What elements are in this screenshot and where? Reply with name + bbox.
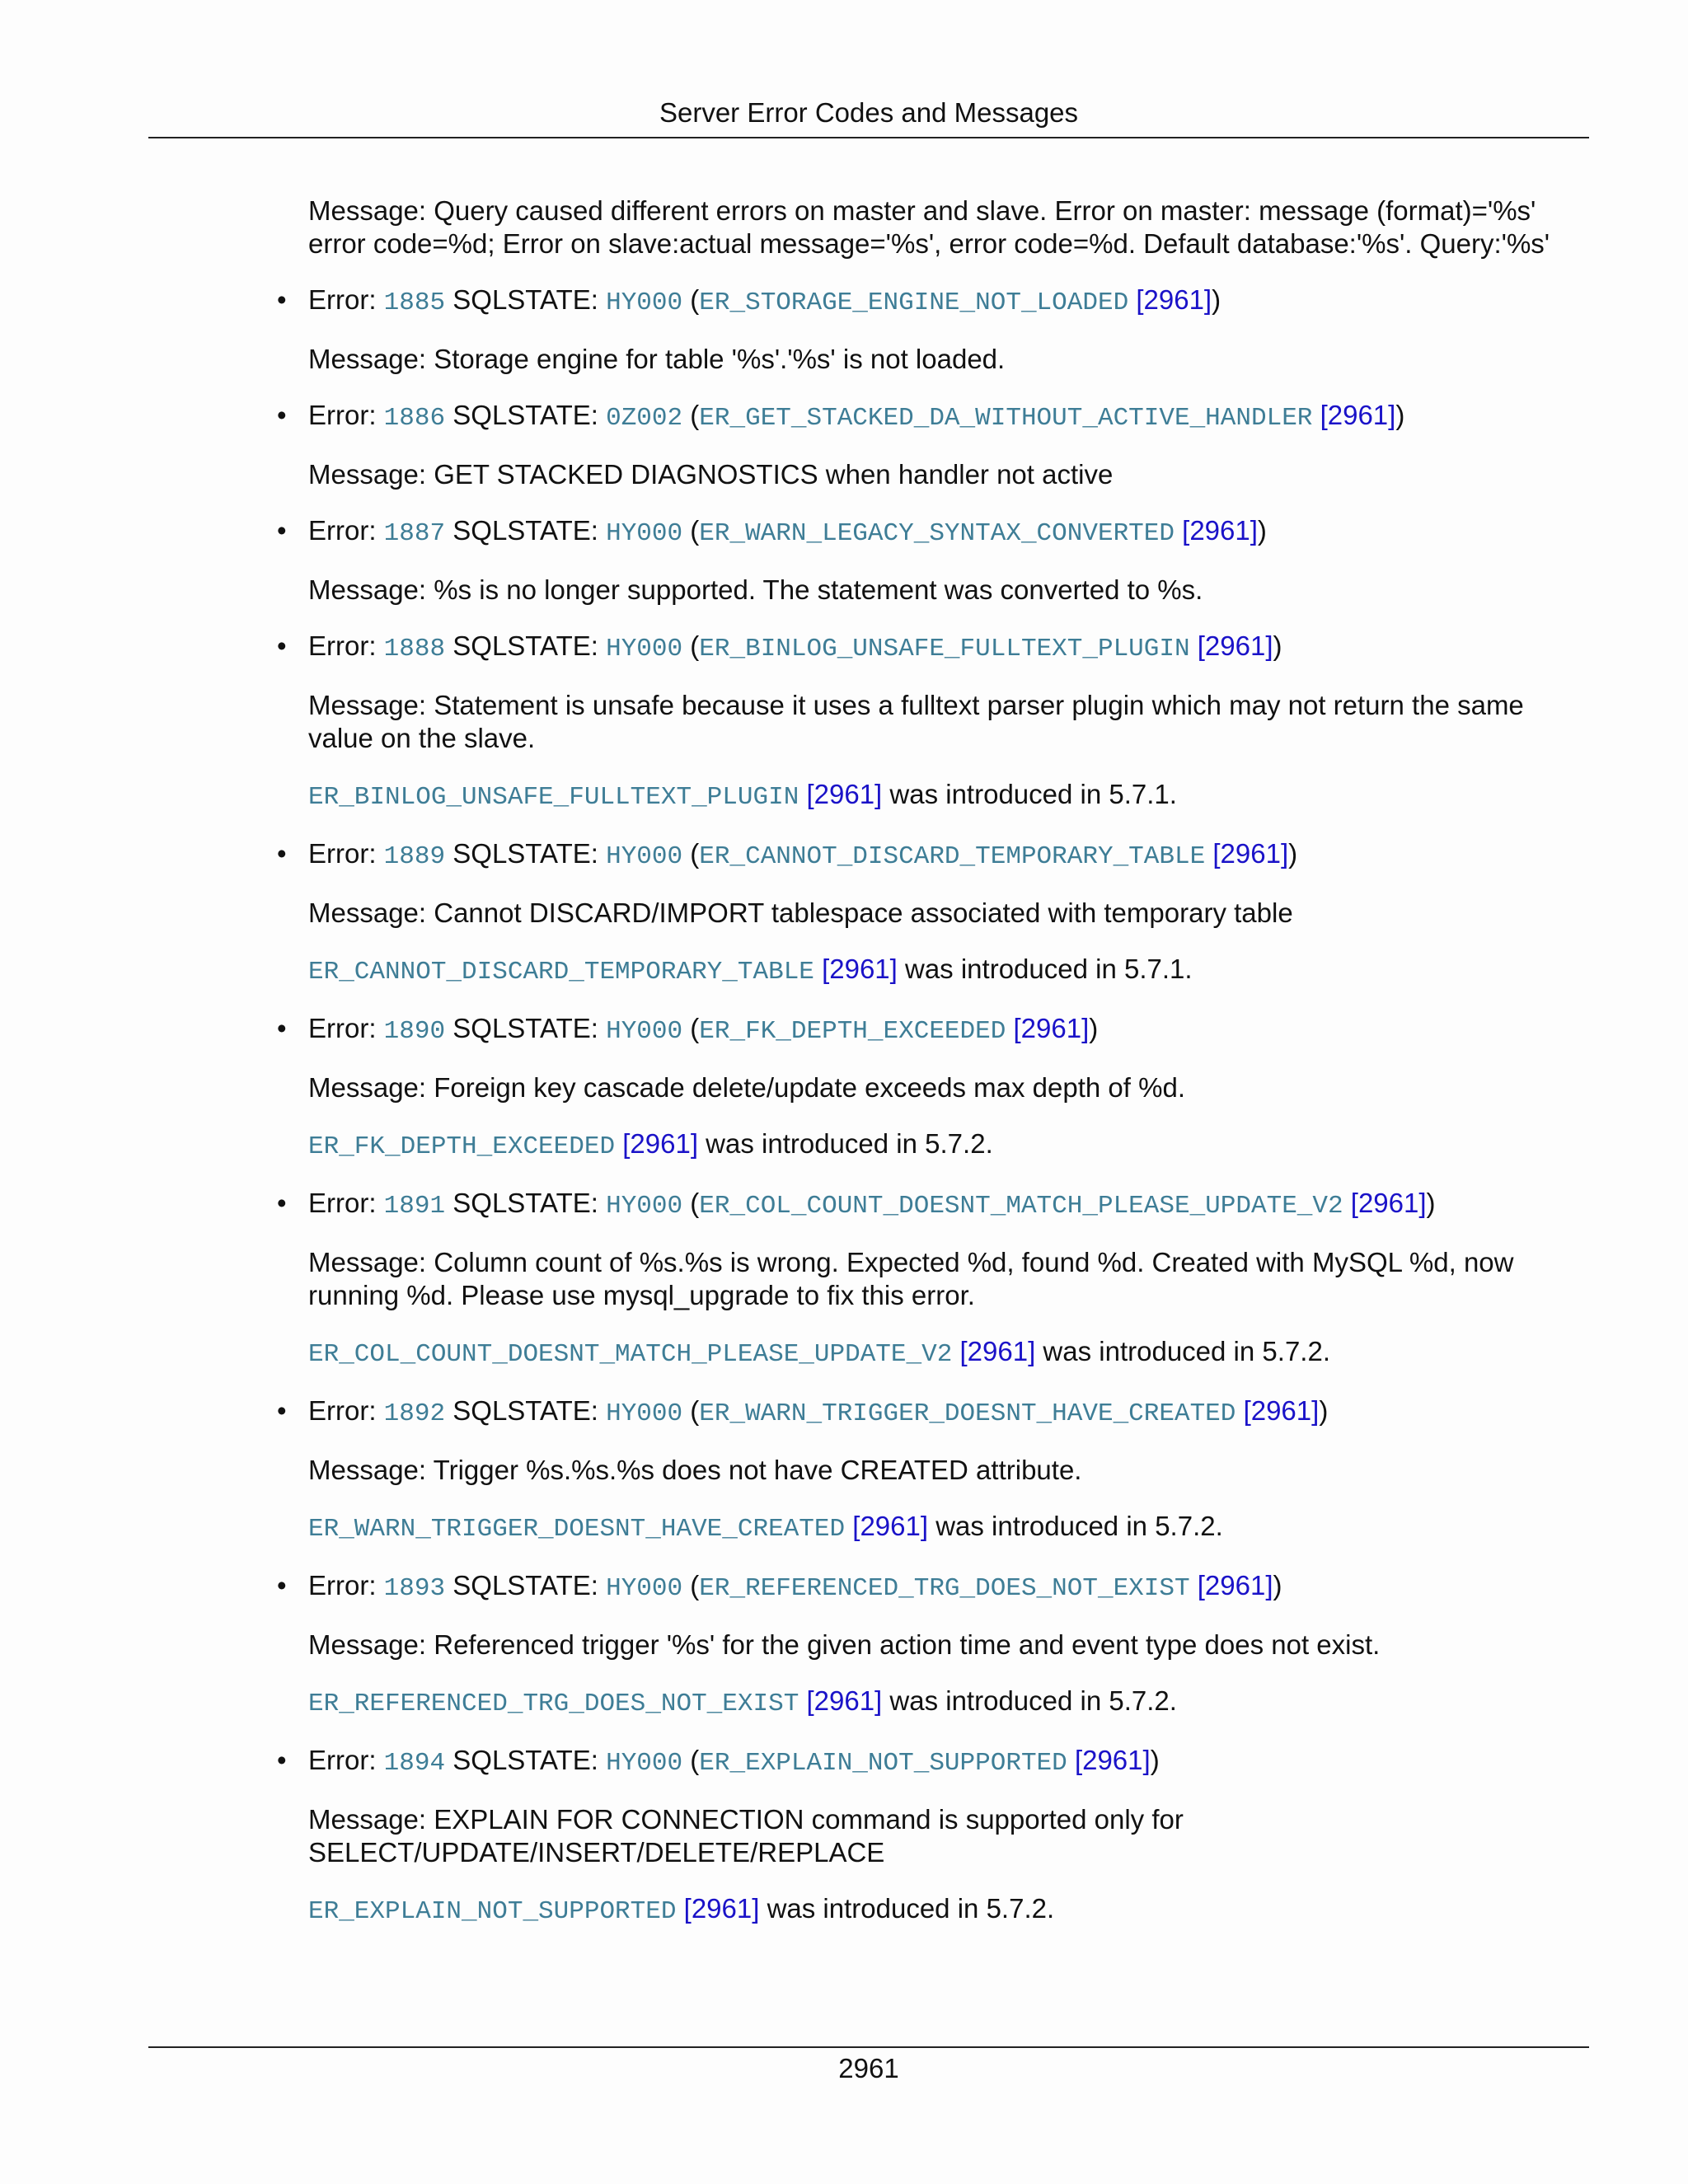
message-prefix: Message: — [308, 195, 434, 226]
error-message — [308, 1246, 1578, 1312]
bullet: • — [277, 515, 287, 546]
message-prefix: Message: — [308, 459, 434, 490]
error-message-text: Statement is unsafe because it uses a fulltext parser plugin which may not return the same value on the slave. — [308, 690, 1524, 753]
sqlstate-value: HY000 — [606, 519, 683, 548]
sqlstate-label: SQLSTATE: — [452, 1570, 607, 1601]
sqlstate-label: SQLSTATE: — [452, 1745, 607, 1775]
error-message — [308, 689, 1578, 755]
error-message-text: %s is no longer supported. The statement was converted to %s. — [434, 574, 1203, 605]
version-note: ER_COL_COUNT_DOESNT_MATCH_PLEASE_UPDATE_V2 [2961] was introduced in 5.7.2. — [308, 1336, 1330, 1369]
error-list — [277, 194, 1578, 1952]
version-ref-link[interactable]: [2961] — [806, 779, 883, 809]
message-prefix: Message: — [308, 1804, 434, 1835]
version-symbol: ER_EXPLAIN_NOT_SUPPORTED — [308, 1897, 677, 1926]
introduced-label: was introduced in — [935, 1511, 1148, 1541]
error-label: Error: — [308, 1570, 384, 1601]
version-note: ER_CANNOT_DISCARD_TEMPORARY_TABLE [2961] was introduced in 5.7.1. — [308, 954, 1193, 987]
version-symbol: ER_COL_COUNT_DOESNT_MATCH_PLEASE_UPDATE_V2 — [308, 1340, 953, 1369]
page-number: 2961 — [838, 2053, 899, 2083]
error-entry — [277, 1569, 1578, 1721]
version-value: 5.7.1 — [1124, 954, 1185, 984]
error-line: • Error: 1888 SQLSTATE: HY000 (ER_BINLOG_UNSAFE_FULLTEXT_PLUGIN [2961]) — [277, 630, 1282, 663]
error-entry — [277, 399, 1578, 491]
error-code: 1886 — [383, 404, 446, 433]
introduced-label: was introduced in — [889, 1685, 1102, 1716]
page-ref-link[interactable]: [2961] — [1212, 838, 1289, 869]
error-message-text: Storage engine for table '%s'.'%s' is not loaded. — [434, 344, 1006, 374]
error-line: • Error: 1885 SQLSTATE: HY000 (ER_STORAGE_ENGINE_NOT_LOADED [2961]) — [277, 284, 1221, 317]
error-label: Error: — [308, 284, 384, 315]
error-message — [308, 1454, 1578, 1487]
message-prefix: Message: — [308, 574, 434, 605]
error-message — [308, 343, 1578, 376]
error-entry — [277, 284, 1578, 376]
version-note: ER_REFERENCED_TRG_DOES_NOT_EXIST [2961] was introduced in 5.7.2. — [308, 1685, 1177, 1718]
error-message-text: Trigger %s.%s.%s does not have CREATED attribute. — [433, 1455, 1082, 1485]
bullet: • — [277, 400, 287, 430]
introduced-label: was introduced in — [1043, 1336, 1255, 1366]
error-symbol: ER_FK_DEPTH_EXCEEDED — [699, 1017, 1006, 1046]
error-label: Error: — [308, 1013, 384, 1043]
message-prefix: Message: — [308, 1247, 434, 1277]
error-label: Error: — [308, 838, 384, 869]
error-label: Error: — [308, 515, 384, 546]
version-ref-link[interactable]: [2961] — [852, 1511, 929, 1541]
error-line: • Error: 1894 SQLSTATE: HY000 (ER_EXPLAIN_NOT_SUPPORTED [2961]) — [277, 1745, 1160, 1778]
error-message — [308, 458, 1578, 491]
error-line: • Error: 1890 SQLSTATE: HY000 (ER_FK_DEPTH_EXCEEDED [2961]) — [277, 1013, 1099, 1046]
error-message-text: EXPLAIN FOR CONNECTION command is supported only for SELECT/UPDATE/INSERT/DELETE/REPLACE — [308, 1804, 1184, 1868]
error-label: Error: — [308, 1745, 384, 1775]
sqlstate-value: HY000 — [606, 842, 683, 871]
error-symbol: ER_GET_STACKED_DA_WITHOUT_ACTIVE_HANDLER — [699, 404, 1313, 433]
sqlstate-value: HY000 — [606, 1749, 683, 1778]
error-entry — [277, 1744, 1578, 1929]
error-line: • Error: 1892 SQLSTATE: HY000 (ER_WARN_TRIGGER_DOESNT_HAVE_CREATED [2961]) — [277, 1395, 1329, 1428]
sqlstate-label: SQLSTATE: — [452, 1395, 607, 1426]
sqlstate-label: SQLSTATE: — [452, 630, 607, 661]
header-divider — [148, 137, 1589, 138]
version-note: ER_FK_DEPTH_EXCEEDED [2961] was introduced in 5.7.2. — [308, 1128, 993, 1161]
error-line: • Error: 1889 SQLSTATE: HY000 (ER_CANNOT_DISCARD_TEMPORARY_TABLE [2961]) — [277, 838, 1298, 871]
lead-message — [308, 194, 1578, 260]
sqlstate-value: HY000 — [606, 1192, 683, 1221]
version-value: 5.7.2 — [1155, 1511, 1216, 1541]
version-value: 5.7.2 — [1262, 1336, 1323, 1366]
error-line: • Error: 1893 SQLSTATE: HY000 (ER_REFERENCED_TRG_DOES_NOT_EXIST [2961]) — [277, 1570, 1282, 1603]
error-message — [308, 574, 1578, 607]
error-symbol: ER_STORAGE_ENGINE_NOT_LOADED — [699, 288, 1129, 317]
bullet: • — [277, 1570, 287, 1601]
version-note: ER_EXPLAIN_NOT_SUPPORTED [2961] was introduced in 5.7.2. — [308, 1893, 1055, 1926]
sqlstate-label: SQLSTATE: — [452, 515, 607, 546]
message-prefix: Message: — [308, 1072, 434, 1103]
error-line: • Error: 1887 SQLSTATE: HY000 (ER_WARN_LEGACY_SYNTAX_CONVERTED [2961]) — [277, 515, 1267, 548]
sqlstate-value: HY000 — [606, 1574, 683, 1603]
error-code: 1888 — [383, 635, 446, 663]
page-header: Server Error Codes and Messages — [659, 97, 1079, 128]
error-symbol: ER_WARN_LEGACY_SYNTAX_CONVERTED — [699, 519, 1175, 548]
introduced-label: was introduced in — [905, 954, 1117, 984]
message-prefix: Message: — [308, 898, 434, 928]
error-entry — [277, 1012, 1578, 1164]
error-symbol: ER_COL_COUNT_DOESNT_MATCH_PLEASE_UPDATE_V2 — [699, 1192, 1343, 1221]
error-line: • Error: 1891 SQLSTATE: HY000 (ER_COL_COUNT_DOESNT_MATCH_PLEASE_UPDATE_V2 [2961]) — [277, 1188, 1436, 1221]
error-code: 1892 — [383, 1399, 446, 1428]
error-message-text: Column count of %s.%s is wrong. Expected %d, found %d. Created with MySQL %d, now running %d. Please use mysql_upgrade to fix this error. — [308, 1247, 1514, 1310]
error-message-text: Cannot DISCARD/IMPORT tablespace associated with temporary table — [434, 898, 1293, 928]
version-symbol: ER_REFERENCED_TRG_DOES_NOT_EXIST — [308, 1690, 799, 1718]
error-symbol: ER_REFERENCED_TRG_DOES_NOT_EXIST — [699, 1574, 1190, 1603]
sqlstate-label: SQLSTATE: — [452, 1013, 607, 1043]
sqlstate-label: SQLSTATE: — [452, 838, 607, 869]
message-prefix: Message: — [308, 690, 434, 720]
page-ref-link[interactable]: [2961] — [1182, 515, 1258, 546]
page-ref-link[interactable]: [2961] — [1243, 1395, 1320, 1426]
error-code: 1885 — [383, 288, 446, 317]
error-message-text: Foreign key cascade delete/update exceeds max depth of %d. — [434, 1072, 1185, 1103]
error-entry — [277, 1187, 1578, 1371]
page-ref-link[interactable]: [2961] — [1136, 284, 1212, 315]
error-line: • Error: 1886 SQLSTATE: 0Z002 (ER_GET_STACKED_DA_WITHOUT_ACTIVE_HANDLER [2961]) — [277, 400, 1405, 433]
bullet: • — [277, 838, 287, 869]
version-ref-link[interactable]: [2961] — [806, 1685, 883, 1716]
bullet: • — [277, 284, 287, 315]
error-code: 1894 — [383, 1749, 446, 1778]
sqlstate-value: HY000 — [606, 1399, 683, 1428]
error-entry — [277, 1394, 1578, 1546]
error-symbol: ER_BINLOG_UNSAFE_FULLTEXT_PLUGIN — [699, 635, 1190, 663]
error-entry — [277, 630, 1578, 814]
error-label: Error: — [308, 400, 384, 430]
introduced-label: was introduced in — [706, 1128, 917, 1159]
message-prefix: Message: — [308, 1455, 434, 1485]
sqlstate-value: HY000 — [606, 288, 683, 317]
introduced-label: was introduced in — [767, 1893, 979, 1924]
error-label: Error: — [308, 630, 384, 661]
lead-message-text: Query caused different errors on master and slave. Error on master: message (format)='%s' error code=%d; Error on slave:actual message='%s', error code=%d. Default database:'%s'. Query:'%s' — [308, 195, 1550, 259]
version-ref-link[interactable]: [2961] — [822, 954, 898, 984]
error-code: 1891 — [383, 1192, 446, 1221]
version-symbol: ER_WARN_TRIGGER_DOESNT_HAVE_CREATED — [308, 1515, 846, 1544]
error-message — [308, 1071, 1578, 1104]
bullet: • — [277, 630, 287, 661]
introduced-label: was introduced in — [889, 779, 1102, 809]
version-ref-link[interactable]: [2961] — [959, 1336, 1036, 1366]
error-message — [308, 1803, 1578, 1869]
error-entry — [277, 837, 1578, 989]
page-ref-link[interactable]: [2961] — [1320, 400, 1396, 430]
sqlstate-value: HY000 — [606, 635, 683, 663]
message-prefix: Message: — [308, 344, 434, 374]
error-symbol: ER_CANNOT_DISCARD_TEMPORARY_TABLE — [699, 842, 1206, 871]
error-code: 1887 — [383, 519, 446, 548]
sqlstate-label: SQLSTATE: — [452, 1188, 607, 1218]
version-value: 5.7.1 — [1109, 779, 1170, 809]
version-value: 5.7.2 — [986, 1893, 1047, 1924]
version-value: 5.7.2 — [1109, 1685, 1170, 1716]
error-label: Error: — [308, 1188, 384, 1218]
error-symbol: ER_EXPLAIN_NOT_SUPPORTED — [699, 1749, 1067, 1778]
bullet: • — [277, 1188, 287, 1218]
page-ref-link[interactable]: [2961] — [1013, 1013, 1090, 1043]
error-label: Error: — [308, 1395, 384, 1426]
version-note: ER_WARN_TRIGGER_DOESNT_HAVE_CREATED [2961] was introduced in 5.7.2. — [308, 1511, 1223, 1544]
error-message — [308, 897, 1578, 930]
error-message — [308, 1629, 1578, 1661]
version-symbol: ER_FK_DEPTH_EXCEEDED — [308, 1132, 616, 1161]
page-ref-link[interactable]: [2961] — [1197, 1570, 1273, 1601]
bullet: • — [277, 1013, 287, 1043]
page-ref-link[interactable]: [2961] — [1074, 1745, 1151, 1775]
page-ref-link[interactable]: [2961] — [1350, 1188, 1427, 1218]
bullet: • — [277, 1395, 287, 1426]
error-code: 1890 — [383, 1017, 446, 1046]
version-ref-link[interactable]: [2961] — [622, 1128, 698, 1159]
sqlstate-label: SQLSTATE: — [452, 284, 607, 315]
sqlstate-label: SQLSTATE: — [452, 400, 607, 430]
message-prefix: Message: — [308, 1629, 434, 1660]
error-code: 1893 — [383, 1574, 446, 1603]
error-message-text: Referenced trigger '%s' for the given action time and event type does not exist. — [434, 1629, 1381, 1660]
sqlstate-value: 0Z002 — [606, 404, 683, 433]
error-symbol: ER_WARN_TRIGGER_DOESNT_HAVE_CREATED — [699, 1399, 1236, 1428]
error-code: 1889 — [383, 842, 446, 871]
error-entries — [277, 284, 1578, 1929]
error-entry — [277, 514, 1578, 607]
page-ref-link[interactable]: [2961] — [1197, 630, 1273, 661]
version-value: 5.7.2 — [925, 1128, 986, 1159]
version-symbol: ER_BINLOG_UNSAFE_FULLTEXT_PLUGIN — [308, 783, 799, 812]
version-ref-link[interactable]: [2961] — [683, 1893, 760, 1924]
error-message-text: GET STACKED DIAGNOSTICS when handler not active — [434, 459, 1114, 490]
sqlstate-value: HY000 — [606, 1017, 683, 1046]
version-symbol: ER_CANNOT_DISCARD_TEMPORARY_TABLE — [308, 958, 814, 987]
bullet: • — [277, 1745, 287, 1775]
version-note: ER_BINLOG_UNSAFE_FULLTEXT_PLUGIN [2961] was introduced in 5.7.1. — [308, 779, 1177, 812]
